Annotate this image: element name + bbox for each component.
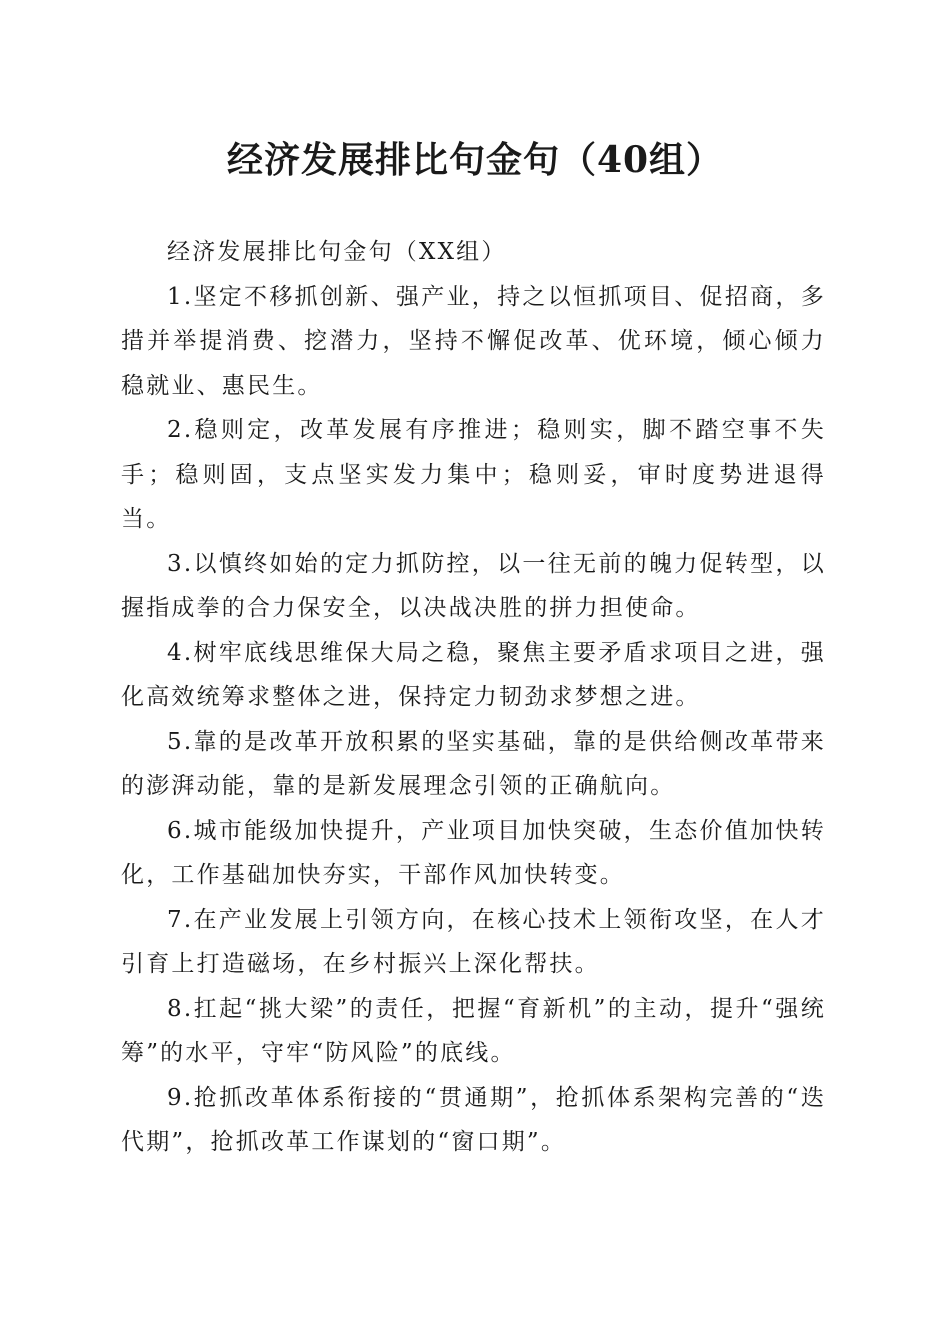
paragraph-6: 6.城市能级加快提升，产业项目加快突破，生态价值加快转化，工作基础加快夯实，干部作风加快转变。 xyxy=(121,817,826,888)
paragraph-9: 9.抢抓改革体系衔接的“贯通期”，抢抓体系架构完善的“迭代期”，抢抓改革工作谋划的“窗口期”。 xyxy=(121,1084,826,1155)
document-subtitle: 经济发展排比句金句（XX组） xyxy=(167,239,507,265)
document-body xyxy=(121,230,826,1165)
document-title: 经济发展排比句金句（40组） xyxy=(226,139,724,181)
paragraph-3: 3.以慎终如始的定力抓防控，以一往无前的魄力促转型，以握指成拳的合力保安全，以决战决胜的拼力担使命。 xyxy=(121,550,826,621)
paragraph-7: 7.在产业发展上引领方向，在核心技术上领衔攻坚，在人才引育上打造磁场，在乡村振兴上深化帮扶。 xyxy=(121,906,826,977)
paragraph-4: 4.树牢底线思维保大局之稳，聚焦主要矛盾求项目之进，强化高效统筹求整体之进，保持定力韧劲求梦想之进。 xyxy=(121,639,826,710)
paragraph-5: 5.靠的是改革开放积累的坚实基础，靠的是供给侧改革带来的澎湃动能，靠的是新发展理念引领的正确航向。 xyxy=(121,728,826,799)
paragraph-1: 1.坚定不移抓创新、强产业，持之以恒抓项目、促招商，多措并举提消费、挖潜力，坚持不懈促改革、优环境，倾心倾力稳就业、惠民生。 xyxy=(121,283,826,399)
paragraph-8: 8.扛起“挑大梁”的责任，把握“育新机”的主动，提升“强统筹”的水平，守牢“防风险”的底线。 xyxy=(121,995,826,1066)
paragraph-2: 2.稳则定，改革发展有序推进；稳则实，脚不踏空事不失手；稳则固，支点坚实发力集中；稳则妥，审时度势进退得当。 xyxy=(121,417,826,532)
